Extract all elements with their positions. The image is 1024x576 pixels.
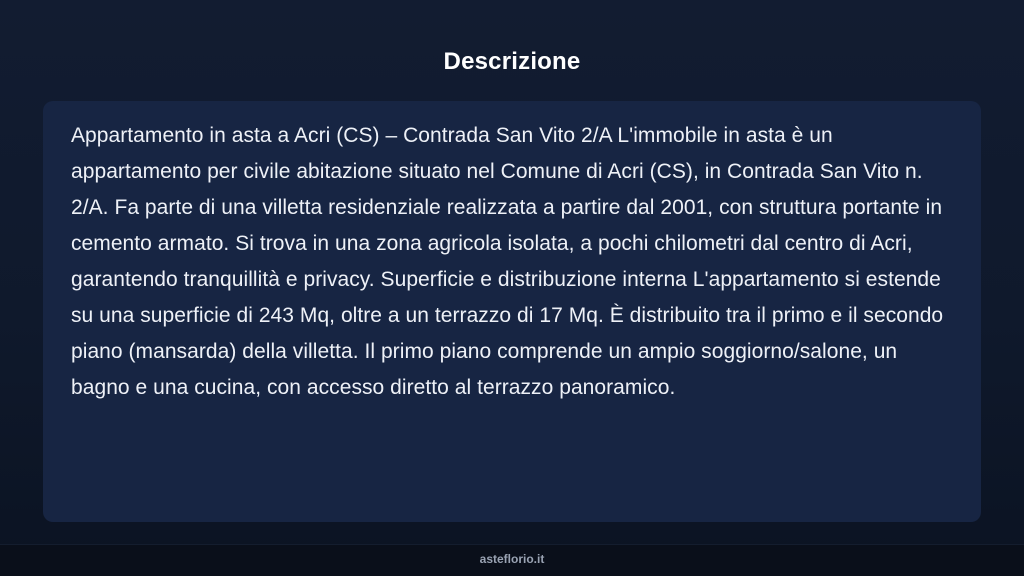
description-text: Appartamento in asta a Acri (CS) – Contrada San Vito 2/A L'immobile in asta è un appartamento per civile abitazione situato nel Comune di Acri (CS), in Contrada San Vito n. 2/A. Fa parte di una villetta residenziale realizzata a partire dal 2001, con struttura portante in cemento armato. Si trova in una zona agricola isolata, a pochi chilometri dal centro di Acri, garantendo tranquillità e privacy. Superficie e distribuzione interna L'appartamento si estende su una superficie di 243 Mq, oltre a un terrazzo di 17 Mq. È distribuito tra il primo e il secondo piano (mansarda) della villetta. Il primo piano comprende un ampio soggiorno/salone, un bagno e una cucina, con accesso diretto al terrazzo panoramico. — [71, 124, 944, 399]
page-title: Descrizione — [443, 48, 581, 75]
footer-site-link[interactable]: asteflorio.it — [479, 552, 545, 566]
description-card — [43, 101, 981, 522]
footer-bar — [0, 544, 1024, 576]
